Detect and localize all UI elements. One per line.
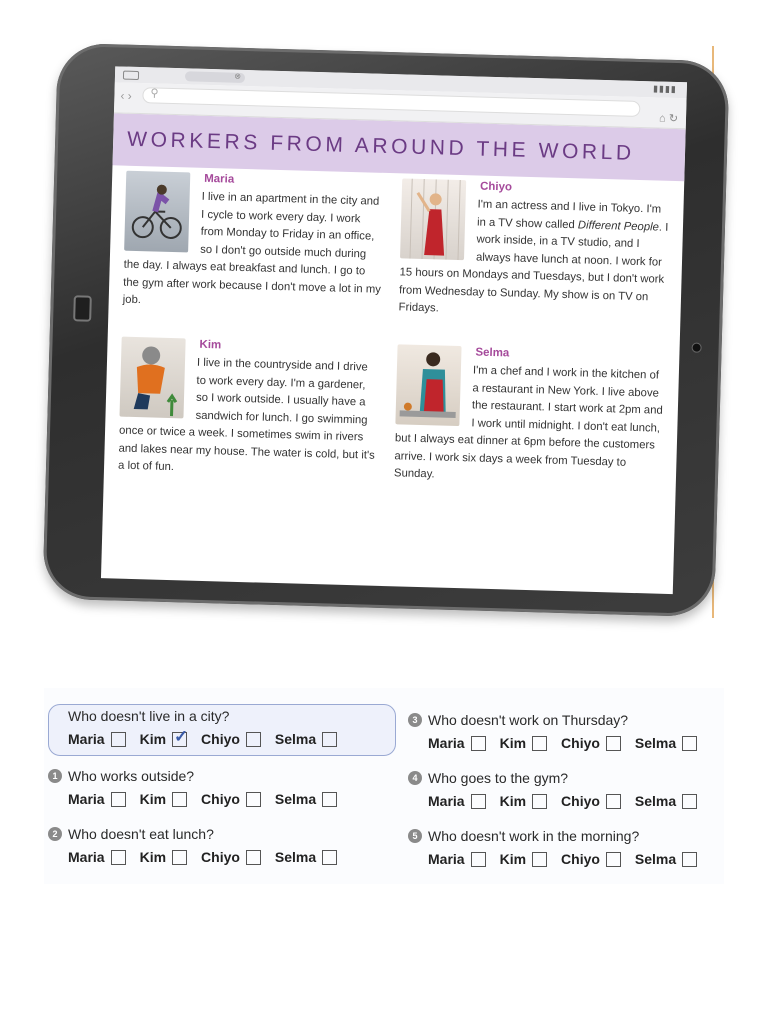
checkbox[interactable] (246, 732, 261, 747)
checkbox[interactable] (322, 850, 337, 865)
question-3 (408, 710, 711, 754)
checkbox[interactable] (246, 792, 261, 807)
question-number: 4 (408, 771, 422, 785)
option-row (408, 790, 711, 812)
question-4 (408, 768, 711, 812)
option-label: Chiyo (201, 731, 240, 747)
checkbox[interactable] (606, 852, 621, 867)
article-kim (117, 335, 379, 502)
option-label: Maria (68, 731, 105, 747)
option-label: Selma (634, 851, 677, 867)
checkbox[interactable] (246, 850, 261, 865)
option-label: Kim (499, 793, 527, 809)
checkbox[interactable] (532, 794, 547, 809)
option-label: Chiyo (561, 793, 600, 809)
checkbox[interactable] (111, 732, 126, 747)
checkbox-checked[interactable] (172, 726, 189, 747)
article-text: I'm a chef and I work in the kitchen of a restaurant in New York. I live above the restaurant. I start work at 2pm and I work until midnight. I don't eat lunch, but I always eat dinner at 6pm before the customers arrive. I work six days a week from Tuesday to Sunday. (393, 364, 663, 481)
option-label: Chiyo (201, 849, 240, 865)
option-label: Maria (428, 793, 465, 809)
option-label: Maria (428, 735, 465, 751)
tablet-screen (101, 66, 687, 594)
home-icon: ⌂ (658, 112, 666, 125)
example-question (68, 706, 351, 750)
option-row (68, 728, 351, 750)
option-label: Selma (274, 791, 317, 807)
checkbox[interactable] (471, 794, 486, 809)
option-label: Selma (634, 793, 677, 809)
checkbox[interactable] (111, 850, 126, 865)
option-label: Chiyo (561, 851, 600, 867)
article-chiyo (398, 176, 673, 348)
back-forward-icon: ‹ › (120, 88, 132, 103)
author-name: Maria (203, 172, 235, 186)
question-text: Who doesn't live in a city? (68, 708, 230, 724)
checkbox[interactable] (471, 852, 486, 867)
home-button (73, 295, 92, 321)
question-2 (48, 824, 351, 868)
question-text: Who doesn't eat lunch? (68, 826, 214, 842)
question-text: Who doesn't work in the morning? (428, 828, 640, 844)
question-number: 5 (408, 829, 422, 843)
option-label: Selma (634, 735, 677, 751)
tablet (42, 43, 729, 618)
page-title: WORKERS FROM AROUND THE WORLD (126, 127, 636, 165)
question-number: 2 (48, 827, 62, 841)
author-name: Kim (199, 338, 222, 352)
checkbox[interactable] (322, 732, 337, 747)
question-number: 1 (48, 769, 62, 783)
checkbox[interactable] (682, 794, 697, 809)
checkbox[interactable] (471, 736, 486, 751)
question-1 (48, 766, 351, 810)
quiz-panel (44, 688, 724, 884)
option-label: Selma (274, 849, 317, 865)
article-maria (122, 169, 384, 331)
question-text: Who goes to the gym? (428, 770, 569, 786)
search-icon: ⚲ (150, 87, 159, 100)
option-label: Chiyo (561, 735, 600, 751)
question-text: Who works outside? (68, 768, 195, 784)
option-row (48, 846, 351, 868)
checkbox[interactable] (532, 852, 547, 867)
article-selma (393, 342, 668, 514)
author-name: Selma (475, 346, 510, 360)
option-label: Kim (139, 849, 167, 865)
browser-tab (185, 71, 245, 83)
checkbox[interactable] (606, 736, 621, 751)
option-label: Maria (68, 791, 105, 807)
option-label: Kim (139, 791, 167, 807)
checkbox[interactable] (682, 736, 697, 751)
article-text: I live in the countryside and I drive to work every day. I'm a gardener, so I work outside. I usually have a sandwich for lunch. I go swimming once or twice a week. I sometimes swim in rivers and lakes near my house. The water is cold, but it's a lot of fun. (117, 356, 375, 474)
checkbox[interactable] (322, 792, 337, 807)
option-row (408, 732, 711, 754)
checkbox[interactable] (172, 792, 187, 807)
checkbox[interactable] (606, 794, 621, 809)
option-label: Chiyo (201, 791, 240, 807)
option-row (408, 848, 711, 870)
question-5 (408, 826, 711, 870)
author-name: Chiyo (479, 180, 513, 194)
option-label: Maria (68, 849, 105, 865)
checkbox[interactable] (111, 792, 126, 807)
article-text: I'm an actress and I live in Tokyo. I'm in a TV show called (476, 198, 662, 231)
option-label: Kim (499, 851, 527, 867)
article-text: I live in an apartment in the city and I cycle to work every day. I work from Monday to Friday in an office, so I don't go outside much during the day. I always eat breakfast and lunch. I go to the gym after work because I don't move a lot in my job. (122, 190, 382, 307)
option-label: Kim (139, 731, 167, 747)
signal-icon: ▮▮▮▮ (652, 83, 677, 95)
question-number: 3 (408, 713, 422, 727)
tab-close-icon: ⊗ (234, 71, 242, 81)
question-text: Who doesn't work on Thursday? (428, 712, 629, 728)
battery-icon (123, 71, 139, 80)
article-text: . I work inside, in a TV studio, and I always have lunch at noon. I work for 15 hours on Mondays and Tuesdays, but I don't work from Wednesday to Sunday. My show is on TV on Fridays. (398, 221, 669, 315)
option-label: Maria (428, 851, 465, 867)
checkbox[interactable] (682, 852, 697, 867)
option-label: Kim (499, 735, 527, 751)
show-title: Different People (577, 218, 660, 234)
check-icon: ✓ (174, 726, 189, 746)
option-row (48, 788, 351, 810)
checkbox[interactable] (172, 850, 187, 865)
reload-icon: ⌂ ↻ (658, 112, 679, 126)
option-label: Selma (274, 731, 317, 747)
checkbox[interactable] (532, 736, 547, 751)
